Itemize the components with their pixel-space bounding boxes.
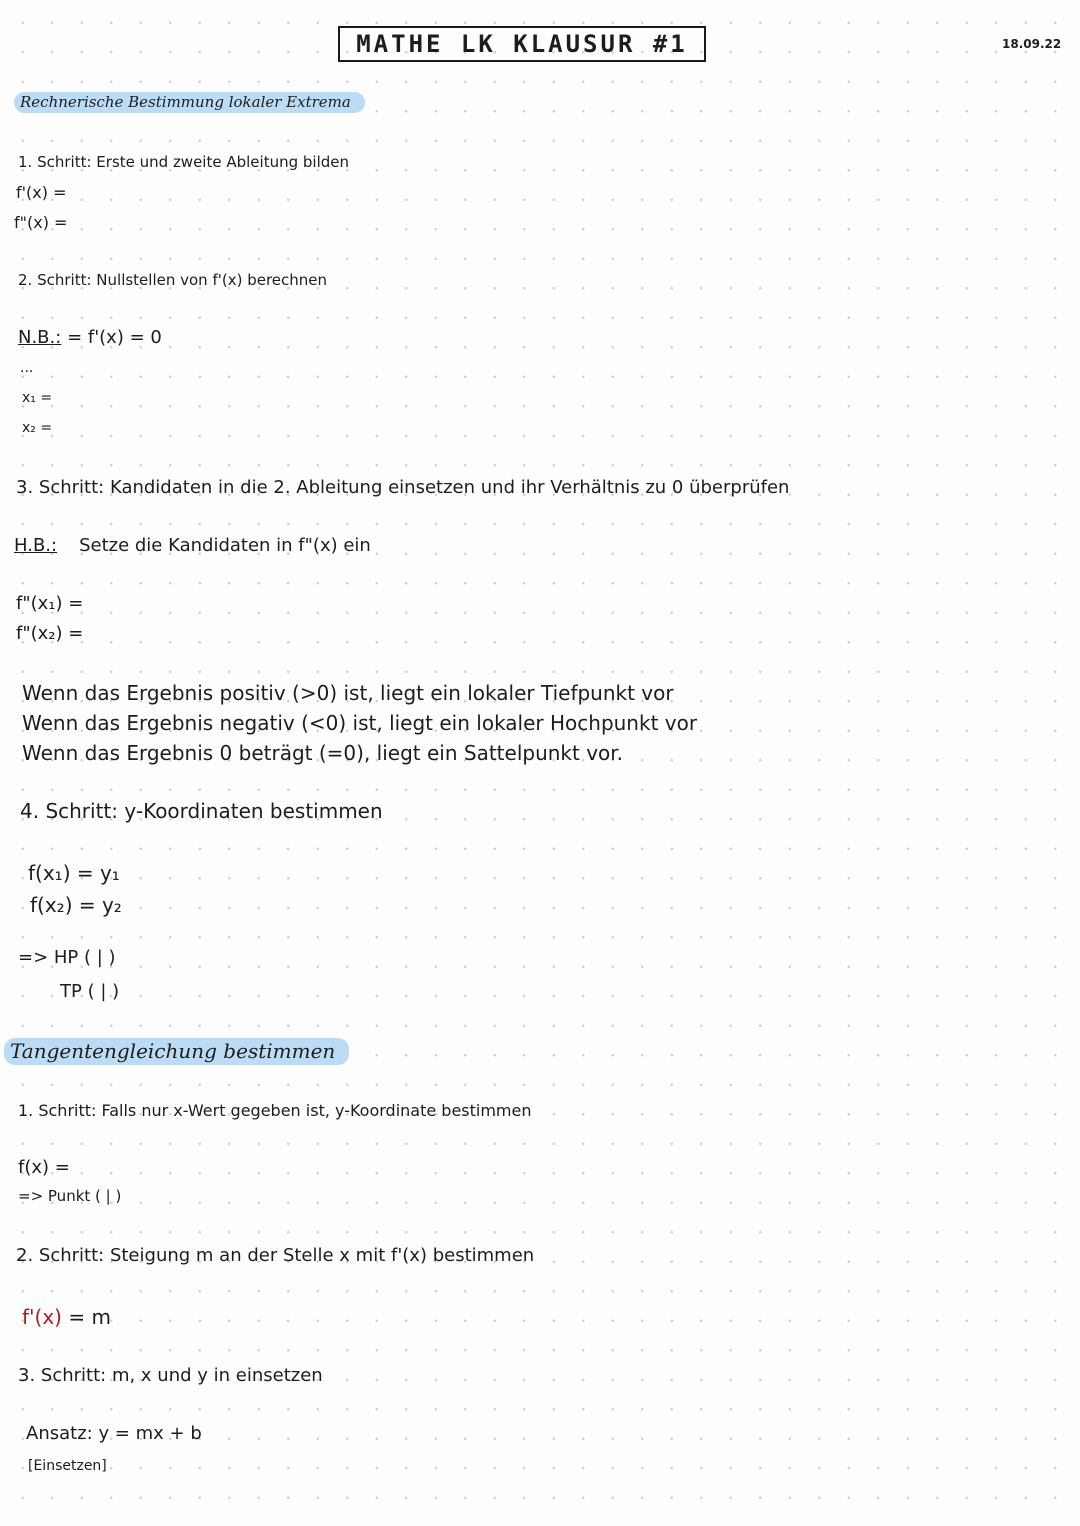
rule-negative: Wenn das Ergebnis negativ (<0) ist, liegt ein lokaler Hochpunkt vor [22, 711, 698, 735]
x1-label: x₁ = [22, 390, 53, 406]
tangent-step1-line: 1. Schritt: Falls nur x-Wert gegeben ist, y-Koordinate bestimmen [18, 1101, 532, 1120]
y2-line: f(x₂) = y₂ [30, 893, 122, 917]
nb-line: N.B.: = f'(x) = 0 [18, 327, 162, 348]
ellipsis: ... [20, 360, 34, 376]
section-heading-tangent: Tangentengleichung bestimmen [4, 1040, 349, 1063]
date-label: 18.09.22 [1002, 37, 1062, 51]
punkt-line: => Punkt ( | ) [18, 1187, 122, 1205]
slope-line: f'(x) = m [22, 1305, 111, 1329]
step4-line: 4. Schritt: y-Koordinaten bestimmen [20, 799, 383, 823]
section-heading-extrema: Rechnerische Bestimmung lokaler Extrema [14, 94, 365, 111]
step3-line: 3. Schritt: Kandidaten in die 2. Ableitung einsetzen und ihr Verhältnis zu 0 überprüfen [16, 477, 790, 498]
hb-line: H.B.: Setze die Kandidaten in f"(x) ein [14, 535, 371, 556]
y1-line: f(x₁) = y₁ [28, 861, 120, 885]
tp-line: TP ( | ) [60, 981, 120, 1002]
x2-label: x₂ = [22, 420, 53, 436]
fx-line: f(x) = [18, 1157, 70, 1178]
page-title: MATHE LK KLAUSUR #1 [338, 26, 706, 62]
ansatz-line: Ansatz: y = mx + b [26, 1423, 202, 1444]
first-derivative: f'(x) = [16, 183, 67, 202]
tangent-step3-line: 3. Schritt: m, x und y in einsetzen [18, 1365, 323, 1386]
rule-positive: Wenn das Ergebnis positiv (>0) ist, liegt ein lokaler Tiefpunkt vor [22, 681, 674, 705]
tangent-step2-line: 2. Schritt: Steigung m an der Stelle x mit f'(x) bestimmen [16, 1245, 535, 1266]
rule-zero: Wenn das Ergebnis 0 beträgt (=0), liegt ein Sattelpunkt vor. [22, 741, 624, 765]
einsetzen-line: [Einsetzen] [28, 1458, 107, 1474]
step1-line: 1. Schritt: Erste und zweite Ableitung bilden [18, 153, 349, 171]
second-derivative: f"(x) = [14, 213, 68, 232]
f2-x2: f"(x₂) = [16, 623, 84, 644]
f2-x1: f"(x₁) = [16, 593, 84, 614]
hp-line: => HP ( | ) [18, 947, 116, 968]
step2-line: 2. Schritt: Nullstellen von f'(x) berechnen [18, 271, 328, 289]
